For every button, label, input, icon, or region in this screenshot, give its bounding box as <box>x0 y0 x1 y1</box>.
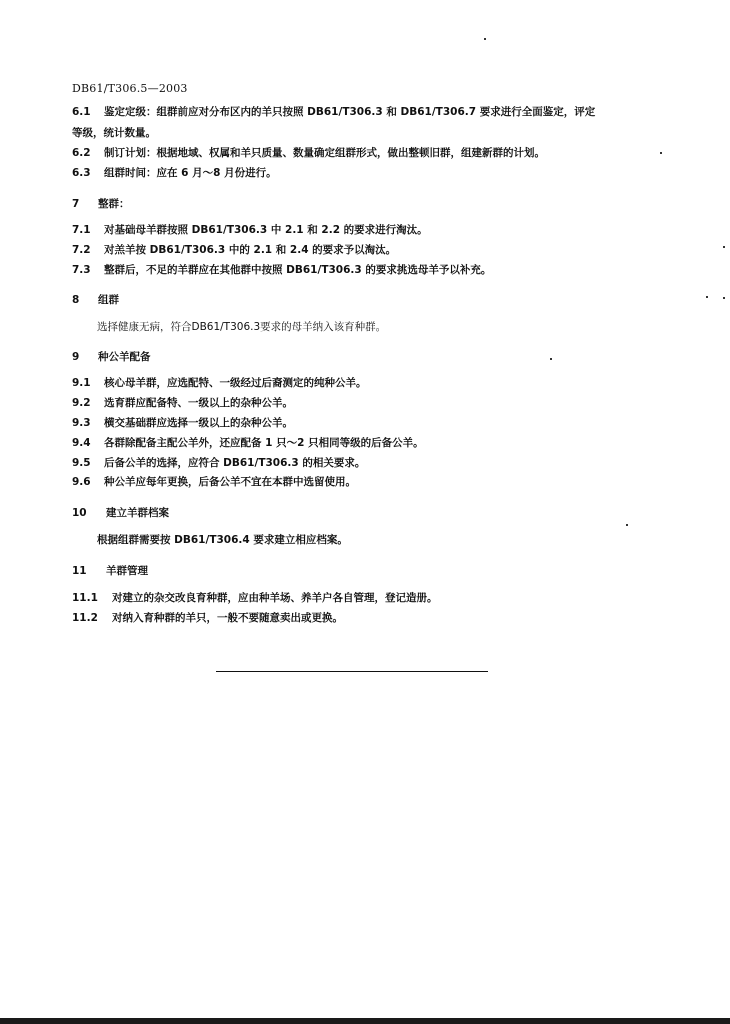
section-title: 种公羊配备 <box>98 351 151 363</box>
clause-text: 横交基础群应选择一级以上的杂种公羊。 <box>104 417 293 429</box>
section-number: 11 <box>72 565 87 577</box>
clause-text: 鉴定定级：组群前应对分布区内的羊只按照 DB61/T306.3 和 DB61/T306.7 要求进行全面鉴定，评定 <box>104 106 596 118</box>
clause-number: 11.1 <box>72 592 98 604</box>
clause-number: 11.2 <box>72 612 98 624</box>
clause-6-2 <box>72 146 545 160</box>
section-8-heading <box>72 292 119 307</box>
section-number: 8 <box>72 294 80 306</box>
clause-number: 9.5 <box>72 457 91 469</box>
scan-speck <box>723 297 725 299</box>
section-number: 7 <box>72 198 80 210</box>
clause-text: 种公羊应每年更换，后备公羊不宜在本群中选留使用。 <box>104 476 356 488</box>
clause-9-5 <box>72 456 365 470</box>
clause-6-1 <box>72 105 595 119</box>
section-10-body: 根据组群需要按 DB61/T306.4 要求建立相应档案。 <box>97 534 348 546</box>
clause-number: 9.1 <box>72 377 91 389</box>
section-7-heading <box>72 196 130 211</box>
clause-number: 9.4 <box>72 437 91 449</box>
section-title: 羊群管理 <box>106 565 148 577</box>
section-8-body: 选择健康无病，符合DB61/T306.3要求的母羊纳入该育种群。 <box>97 321 387 333</box>
clause-9-3 <box>72 416 293 430</box>
section-number: 9 <box>72 351 80 363</box>
clause-text: 对建立的杂交改良育种群，应由种羊场、养羊户各自管理，登记造册。 <box>112 592 438 604</box>
clause-9-4 <box>72 436 424 450</box>
section-11-heading <box>72 563 148 578</box>
clause-9-2 <box>72 396 293 410</box>
scan-speck <box>626 524 628 526</box>
document-code: DB61/T306.5—2003 <box>72 82 188 95</box>
clause-text: 对基础母羊群按照 DB61/T306.3 中 2.1 和 2.2 的要求进行淘汰。 <box>104 224 428 236</box>
clause-7-2 <box>72 243 396 257</box>
clause-11-2 <box>72 611 343 625</box>
clause-7-3 <box>72 263 491 277</box>
clause-number: 9.2 <box>72 397 91 409</box>
scan-speck <box>706 296 708 298</box>
clause-text: 各群除配备主配公羊外，还应配备 1 只～2 只相同等级的后备公羊。 <box>104 437 424 449</box>
end-rule-divider <box>216 671 488 672</box>
section-10-heading <box>72 505 169 520</box>
section-title: 建立羊群档案 <box>106 507 169 519</box>
clause-text: 等级，统计数量。 <box>72 127 156 139</box>
scan-speck <box>550 358 552 360</box>
clause-number: 7.1 <box>72 224 91 236</box>
clause-7-1 <box>72 223 428 237</box>
clause-number: 6.2 <box>72 147 91 159</box>
clause-number: 7.3 <box>72 264 91 276</box>
clause-text: 对纳入育种群的羊只，一般不要随意卖出或更换。 <box>112 612 343 624</box>
scan-speck <box>484 38 486 40</box>
section-9-heading <box>72 349 151 364</box>
clause-text: 制订计划：根据地域、权属和羊只质量、数量确定组群形式，做出整顿旧群，组建新群的计划。 <box>104 147 545 159</box>
clause-text: 整群后，不足的羊群应在其他群中按照 DB61/T306.3 的要求挑选母羊予以补充。 <box>104 264 492 276</box>
clause-9-1 <box>72 376 367 390</box>
clause-text: 选育群应配备特、一级以上的杂种公羊。 <box>104 397 293 409</box>
clause-number: 9.3 <box>72 417 91 429</box>
clause-6-3 <box>72 166 277 180</box>
clause-text: 后备公羊的选择，应符合 DB61/T306.3 的相关要求。 <box>104 457 366 469</box>
section-title: 整群： <box>98 198 130 210</box>
clause-text: 核心母羊群，应选配特、一级经过后裔测定的纯种公羊。 <box>104 377 367 389</box>
clause-number: 6.1 <box>72 106 91 118</box>
clause-number: 9.6 <box>72 476 91 488</box>
section-number: 10 <box>72 507 87 519</box>
section-title: 组群 <box>98 294 119 306</box>
clause-text: 对羔羊按 DB61/T306.3 中的 2.1 和 2.4 的要求予以淘汰。 <box>104 244 397 256</box>
clause-text: 组群时间：应在 6 月～8 月份进行。 <box>104 167 277 179</box>
scan-bottom-edge <box>0 1018 730 1024</box>
scan-speck <box>660 152 662 154</box>
scan-speck <box>723 246 725 248</box>
clause-9-6 <box>72 475 356 489</box>
clause-6-1-continuation <box>72 126 156 140</box>
clause-number: 7.2 <box>72 244 91 256</box>
clause-11-1 <box>72 591 438 605</box>
clause-number: 6.3 <box>72 167 91 179</box>
